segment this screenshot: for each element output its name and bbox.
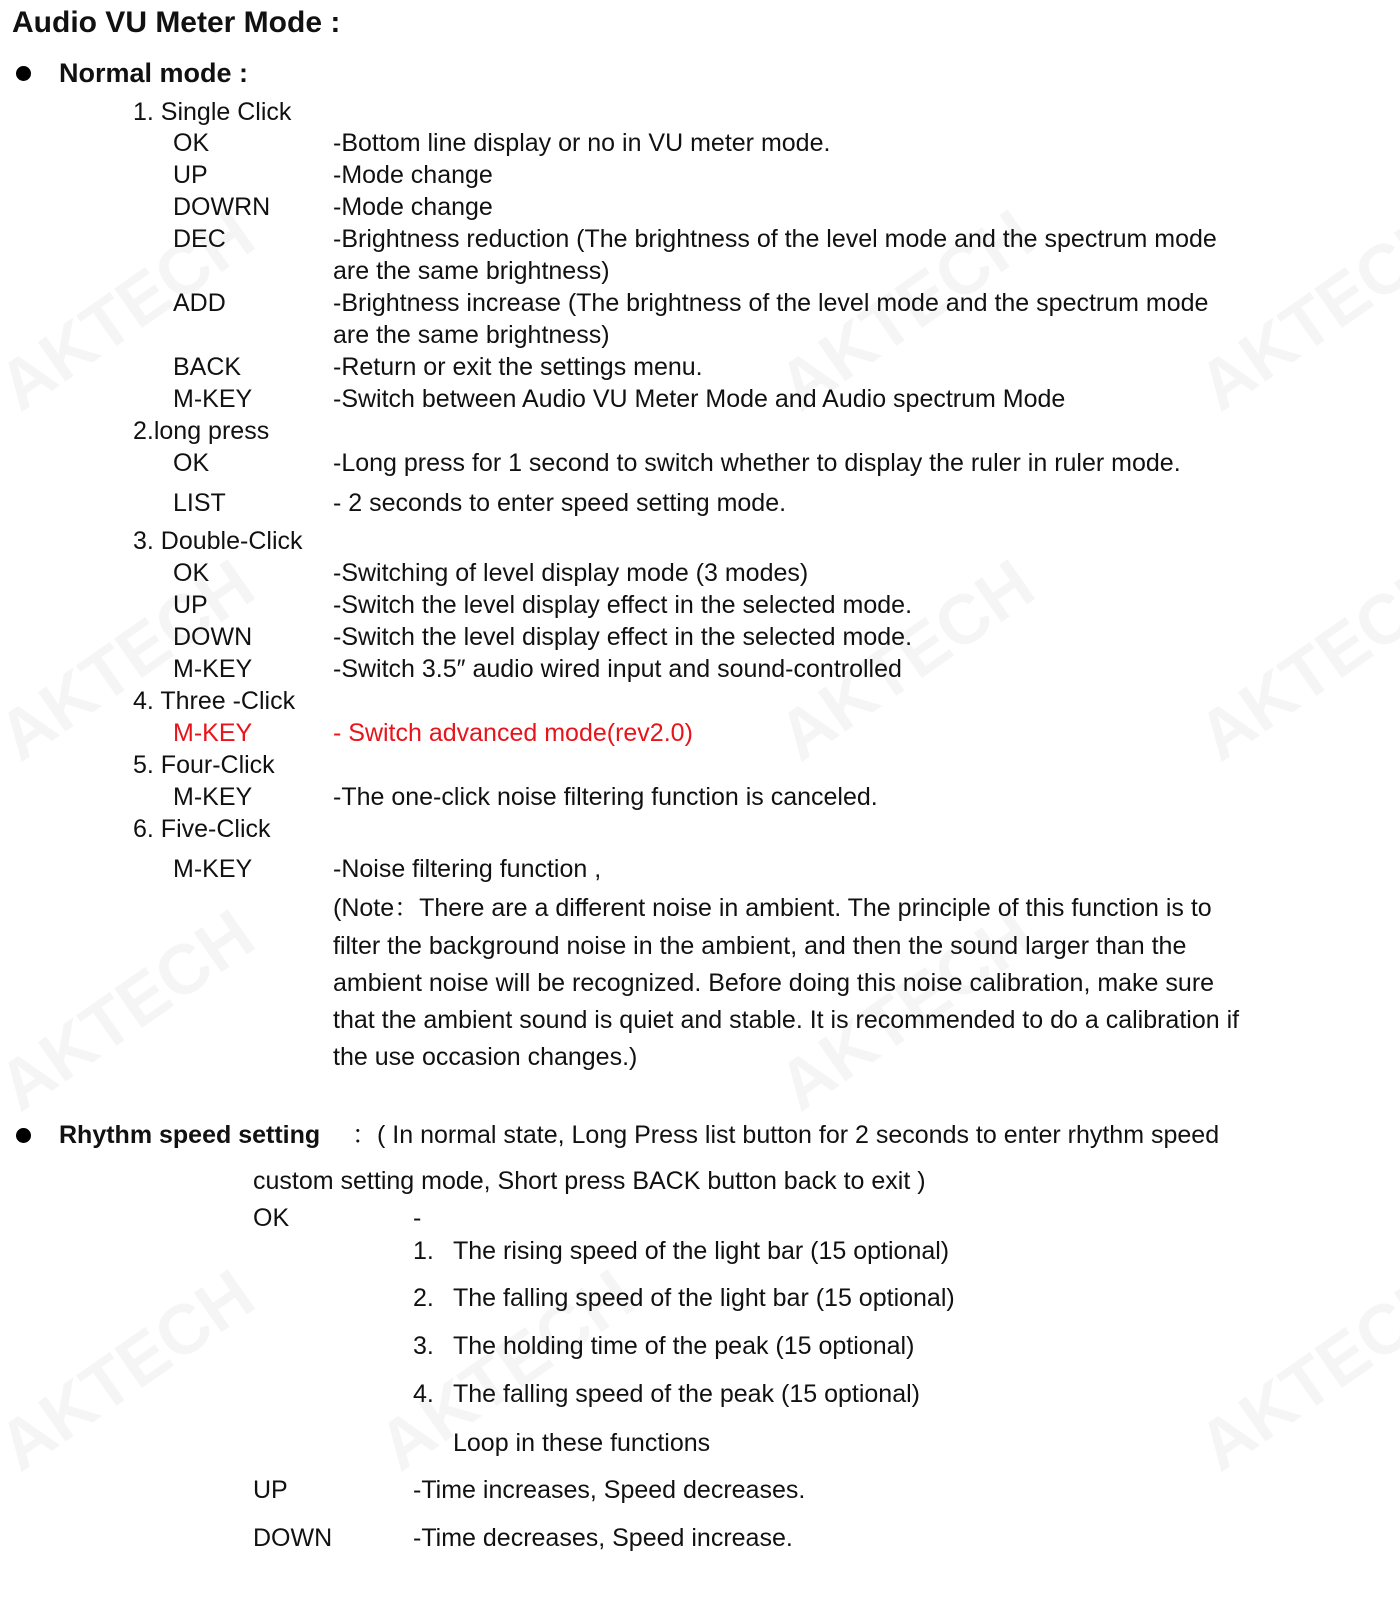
- key: DOWRN: [173, 193, 271, 221]
- loop-text: Loop in these functions: [453, 1429, 711, 1457]
- section-label: 1. Single Click: [133, 98, 292, 126]
- key: OK: [173, 449, 210, 477]
- desc: -The one-click noise filtering function is canceled.: [333, 783, 878, 811]
- key: UP: [173, 161, 208, 189]
- desc: -Noise filtering function ,: [333, 855, 602, 883]
- watermark: [0, 1254, 268, 1487]
- key: ADD: [173, 289, 226, 317]
- item-num: 3.: [413, 1332, 434, 1360]
- desc: -Switch the level display effect in the selected mode.: [333, 623, 913, 651]
- watermark: [1183, 1254, 1400, 1487]
- desc: -Switching of level display mode (3 modes): [333, 559, 809, 587]
- key: OK: [253, 1204, 290, 1232]
- section-label: 5. Four-Click: [133, 751, 275, 779]
- item-text: The holding time of the peak (15 optional): [453, 1332, 915, 1360]
- desc: -Switch the level display effect in the selected mode.: [333, 591, 913, 619]
- section-label: 3. Double-Click: [133, 527, 303, 555]
- item-text: The falling speed of the light bar (15 optional): [453, 1284, 955, 1312]
- key: BACK: [173, 353, 242, 381]
- key: OK: [173, 129, 210, 157]
- desc: -Mode change: [333, 193, 493, 221]
- section-label: 6. Five-Click: [133, 815, 271, 843]
- desc: - Switch advanced mode(rev2.0): [333, 719, 693, 747]
- desc-cont: are the same brightness): [333, 257, 610, 285]
- item-num: 4.: [413, 1380, 434, 1408]
- key: DOWN: [173, 623, 253, 651]
- desc: -Brightness reduction (The brightness of the level mode and the spectrum mode: [333, 225, 1217, 253]
- rhythm-heading: Rhythm speed setting: [59, 1121, 321, 1149]
- desc: -Switch 3.5″ audio wired input and sound-controlled: [333, 655, 902, 683]
- bullet-icon: [16, 1128, 31, 1143]
- key: DOWN: [253, 1524, 333, 1552]
- desc: -Return or exit the settings menu.: [333, 353, 703, 381]
- rhythm-intro-cont: custom setting mode, Short press BACK button back to exit ): [253, 1167, 926, 1195]
- watermark: [0, 894, 268, 1127]
- key: OK: [173, 559, 210, 587]
- note-line: (Note：There are a different noise in ambient. The principle of this function is to: [333, 894, 1212, 922]
- key: UP: [173, 591, 208, 619]
- key: DEC: [173, 225, 226, 253]
- key: M-KEY: [173, 655, 253, 683]
- item-num: 1.: [413, 1237, 434, 1265]
- key: LIST: [173, 489, 226, 517]
- key: M-KEY: [173, 783, 253, 811]
- page-title: Audio VU Meter Mode :: [12, 6, 341, 39]
- key: M-KEY: [173, 719, 253, 747]
- section-label: 2.long press: [133, 417, 270, 445]
- item-num: 2.: [413, 1284, 434, 1312]
- watermark: [1183, 544, 1400, 777]
- desc-cont: are the same brightness): [333, 321, 610, 349]
- desc: -: [413, 1204, 422, 1232]
- note-line: that the ambient sound is quiet and stable. It is recommended to do a calibration if: [333, 1006, 1240, 1034]
- key: M-KEY: [173, 385, 253, 413]
- item-text: The rising speed of the light bar (15 optional): [453, 1237, 950, 1265]
- desc: -Brightness increase (The brightness of the level mode and the spectrum mode: [333, 289, 1209, 317]
- bullet-icon: [16, 66, 31, 81]
- note-line: filter the background noise in the ambient, and then the sound larger than the: [333, 932, 1187, 960]
- note-line: the use occasion changes.): [333, 1043, 638, 1071]
- normal-mode-heading: Normal mode :: [59, 58, 249, 88]
- note-line: ambient noise will be recognized. Before doing this noise calibration, make sure: [333, 969, 1215, 997]
- desc: - 2 seconds to enter speed setting mode.: [333, 489, 787, 517]
- rhythm-intro: ：( In normal state, Long Press list button for 2 seconds to enter rhythm speed: [352, 1121, 1220, 1149]
- key: M-KEY: [173, 855, 253, 883]
- desc: -Mode change: [333, 161, 493, 189]
- desc: -Switch between Audio VU Meter Mode and Audio spectrum Mode: [333, 385, 1066, 413]
- desc: -Long press for 1 second to switch whether to display the ruler in ruler mode.: [333, 449, 1181, 477]
- desc: -Time increases, Speed decreases.: [413, 1476, 806, 1504]
- desc: -Time decreases, Speed increase.: [413, 1524, 793, 1552]
- desc: -Bottom line display or no in VU meter mode.: [333, 129, 831, 157]
- section-label: 4. Three -Click: [133, 687, 296, 715]
- item-text: The falling speed of the peak (15 optional): [453, 1380, 920, 1408]
- key: UP: [253, 1476, 288, 1504]
